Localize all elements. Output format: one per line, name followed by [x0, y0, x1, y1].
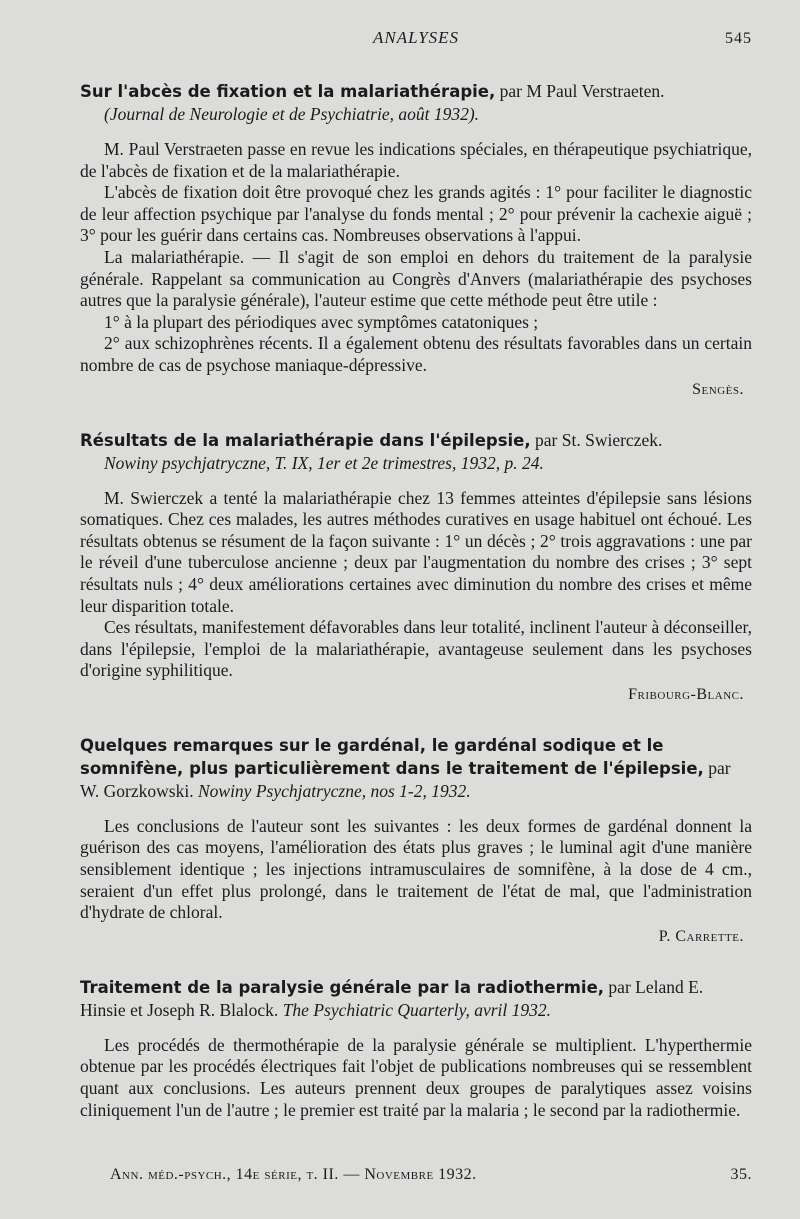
- paragraph: M. Paul Verstraeten passe en revue les indications spéciales, en thérapeutique psychiatrique, de l'abcès de fixation et de la malariathérapie.: [80, 139, 752, 181]
- review-article-1: [80, 80, 752, 399]
- list-item: 1° à la plupart des périodiques avec symptômes catatoniques ;: [104, 311, 539, 332]
- footer-signature: 35.: [730, 1166, 752, 1183]
- article-title: [80, 976, 752, 1021]
- review-article-2: [80, 429, 752, 704]
- article-title: [80, 429, 752, 474]
- paragraph: La malariathérapie. — Il s'agit de son emploi en dehors du traitement de la paralysie générale. Rappelant sa communication au Congrès d'Anvers (malariathérapie des psychoses autres que la paralysie générale), l'auteur estime que cette méthode peut être utile :: [80, 246, 752, 311]
- paragraph: M. Swierczek a tenté la malariathérapie chez 13 femmes atteintes d'épilepsie sans lésions somatiques. Chez ces malades, les autres méthodes curatives en usage habituel ont échoué. Les résultats obtenus se résument de la façon suivante : 1° un décès ; 2° trois aggravations : une par le réveil d'une tuberculose ancienne ; deux par l'augmentation du nombre des crises ; 3° sept résultats nuls ; 4° deux améliorations certaines avec diminution du nombre des crises et même leur disparition totale.: [80, 487, 752, 616]
- page-number: 545: [725, 30, 752, 47]
- reviewer-signature: P. Carrette.: [658, 927, 744, 945]
- article-byline: par W. Gorzkowski.: [80, 757, 731, 801]
- article-byline: par M Paul Verstraeten.: [495, 81, 665, 101]
- paragraph: Les conclusions de l'auteur sont les suivantes : les deux formes de gardénal donnent la guérison des cas moyens, l'amélioration des états plus graves ; le luminal agit d'une manière sensiblement identique ; les injections intramusculaires de somnifène, à la dose de 4 cm., seraient d'un effet plus prolongé, dans le traitement de l'état de mal, que l'administration d'hydrate de chloral.: [80, 815, 752, 923]
- article-heading: Quelques remarques sur le gardénal, le gardénal sodique et le somnifène, plus particulièrement dans le traitement de l'épilepsie,: [80, 735, 704, 778]
- article-source: The Psychiatric Quarterly, avril 1932.: [282, 999, 551, 1020]
- paragraph: L'abcès de fixation doit être provoqué chez les grands agités : 1° pour faciliter le diagnostic de leur affection psychique par l'analyse du fonds mental ; 2° pour prévenir la cachexie aiguë ; 3° pour les guérir dans certains cas. Nombreuses observations à l'appui.: [80, 182, 752, 246]
- running-title: ANALYSES: [372, 28, 460, 47]
- page-header: [80, 28, 752, 54]
- footer-citation: Ann. méd.-psych., 14e série, t. II. — Novembre 1932.: [110, 1166, 477, 1183]
- article-title: [80, 80, 752, 125]
- list-item: 2° aux schizophrènes récents. Il a également obtenu des résultats favorables dans un certain nombre de cas de psychose maniaque-dépressive.: [80, 333, 752, 375]
- article-heading: Résultats de la malariathérapie dans l'épilepsie,: [80, 430, 531, 450]
- article-heading: Sur l'abcès de fixation et la malariathérapie,: [80, 82, 496, 101]
- article-source: (Journal de Neurologie et de Psychiatrie, août 1932).: [104, 104, 480, 124]
- article-source: Nowiny psychjatryczne, T. IX, 1er et 2e trimestres, 1932, p. 24.: [104, 452, 544, 473]
- article-title: [80, 734, 752, 802]
- article-byline: par St. Swierczek.: [530, 429, 663, 450]
- page-footer: [110, 1166, 752, 1184]
- paragraph: Les procédés de thermothérapie de la paralysie générale se multiplient. L'hyperthermie obtenue par les procédés électriques fait l'objet de publications nombreuses qui se ressemblent quant aux conclusions. Les auteurs prennent deux groupes de paralytiques assez voisins cliniquement l'un de l'autre ; le premier est traité par la malaria ; le second par la radiothermie.: [80, 1034, 752, 1120]
- article-source: Nowiny Psychjatryczne, nos 1-2, 1932.: [197, 780, 471, 801]
- article-heading: Traitement de la paralysie générale par la radiothermie,: [80, 977, 605, 997]
- review-article-4: [80, 976, 752, 1121]
- article-byline: par Leland E. Hinsie et Joseph R. Blalock.: [80, 976, 704, 1020]
- reviewer-signature: Fribourg-Blanc.: [628, 685, 744, 703]
- reviewer-signature: Sengès.: [692, 380, 744, 398]
- review-article-3: [80, 734, 752, 946]
- paragraph: Ces résultats, manifestement défavorables dans leur totalité, inclinent l'auteur à déconseiller, dans l'épilepsie, l'emploi de la malariathérapie, avantageuse seulement dans les psychoses d'origine syphilitique.: [80, 617, 752, 681]
